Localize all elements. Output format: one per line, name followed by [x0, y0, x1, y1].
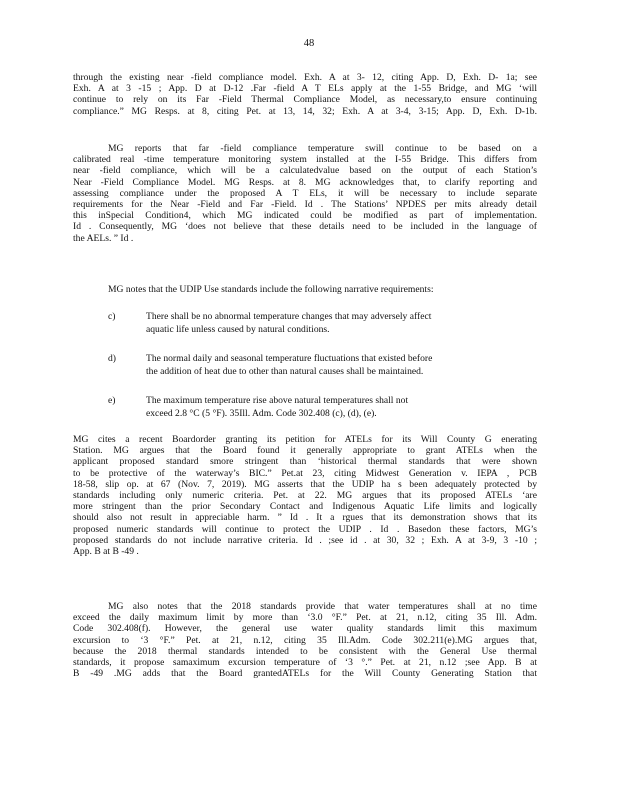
text-line: MG also notes that the 2018 standards provide that water temperatures shall at no time	[108, 601, 537, 612]
text-line: Near -Field Compliance Model. MG Resps. at 8. MG acknowledges that, to clarify reporting and	[73, 176, 537, 188]
text-line: proposed numeric standards will continue to protect the UDIP . Id . Basedon these factors, MG’s	[73, 523, 537, 535]
text-line: B -49 .MG adds that the Board grantedATELs for the Will County Generating Station that	[73, 668, 537, 680]
text-line: compliance.” MG Resps. at 8, citing Pet. at 13, 14, 32; Exh. A at 3-4, 3-15; App. D, Exh. D-1b.	[73, 105, 537, 117]
text-line: requirements for the Near -Field and Far -Field. Id . The Stations’ NPDES per mits already detail	[73, 199, 537, 211]
text-line: standards, it propose samaximum excursion temperature of ‘3 °.” Pet. at 21, n.12 ;see App. B at	[73, 657, 537, 669]
text-line: There shall be no abnormal temperature changes that may adversely affect	[146, 311, 432, 322]
paragraph-far-field-compliance	[73, 143, 537, 244]
item-text	[146, 394, 538, 421]
text-line: applicant proposed standard smore stringent than ‘historical thermal standards that were shown	[73, 456, 537, 468]
text-line: excursion to ‘3 °F.” Pet. at 21, n.12, citing 35 Ill.Adm. Code 302.211(e).MG argues that,	[73, 634, 537, 646]
text-line: Exh. A at 3 -15 ; App. D at D-12 .Far -field A T ELs apply at the 1-55 Bridge, and MG ‘will	[73, 83, 537, 95]
text-line: to be protective of the waterway’s BIC.” Pet.at 23, citing Midwest Generation v. IEPA , PCB	[73, 467, 537, 479]
paragraph-2018-standards	[73, 601, 537, 679]
text-line: Id . Consequently, MG ‘does not believe that these details need to be included in the language of	[73, 221, 537, 233]
text-line: standards including only numeric criteria. Pet. at 22. MG argues that its proposed ATELs ‘are	[73, 490, 537, 502]
item-text	[146, 352, 538, 379]
text-line: exceed the daily maximum limit by more than ‘3.0 °F.” Pet. at 21, n.12, citing 35 Ill. Adm.	[73, 612, 537, 624]
text-line: more stringent than the prior Secondary Contact and Indigenous Aquatic Life limits and logically	[73, 501, 537, 513]
text-line: The maximum temperature rise above natural temperatures shall not	[146, 395, 409, 406]
text-line: continue to rely on its Far -Field Thermal Compliance Model, as necessary,to ensure continuing	[73, 94, 537, 106]
text-line: assessing compliance under the proposed A T ELs, it will be necessary to include separate	[73, 187, 537, 199]
text-line: near -field compliance, which will be a calculatedvalue based on the output of each Station’s	[73, 165, 537, 177]
item-text	[146, 310, 538, 337]
text-line: through the existing near -field compliance model. Exh. A at 3- 12, citing App. D, Exh. D- 1a; see	[73, 72, 537, 83]
text-line: 18-58, slip op. at 67 (Nov. 7, 2019). MG asserts that the UDIP ha s been adequately protected by	[73, 478, 537, 490]
page-number: 48	[303, 38, 315, 49]
text-line: calibrated real -time temperature monitoring system installed at the I-55 Bridge. This differs from	[73, 154, 537, 166]
text-line: exceed 2.8 °C (5 °F). 35Ill. Adm. Code 302.408 (c), (d), (e).	[146, 408, 377, 420]
text-line: App. B at B -49 .	[73, 546, 139, 558]
text-line: this inSpecial Condition4, which MG indicated could be modified as part of implementation.	[73, 210, 537, 222]
text-line: The normal daily and seasonal temperature fluctuations that existed before	[146, 353, 433, 364]
text-line: the AELs. ” Id .	[73, 232, 134, 244]
paragraph-far-field-continuation	[73, 72, 537, 117]
text-line: because the 2018 thermal standards intended to be consistent with the General Use thermal	[73, 645, 537, 657]
narrative-intro: MG notes that the UDIP Use standards include the following narrative requirements:	[108, 284, 434, 295]
text-line: Code 302.408(f). However, the general use water quality standards limit this maximum	[73, 623, 537, 635]
item-label: d)	[108, 353, 116, 364]
text-line: proposed standards do not include narrative criteria. Id . ;see id . at 30, 32 ; Exh. A at 3-9, 3 -10 ;	[73, 534, 537, 546]
text-line: should also not result in appreciable harm. ” Id . It a rgues that its demonstration shows that its	[73, 512, 537, 524]
item-label: e)	[108, 395, 116, 406]
text-line: MG reports that far -field compliance temperature swill continue to be based on a	[108, 143, 537, 154]
item-label: c)	[108, 311, 116, 322]
paragraph-will-county-order	[73, 434, 537, 557]
text-line: Station. MG argues that the Board found it generally appropriate to grant ATELs when the	[73, 445, 537, 457]
text-line: aquatic life unless caused by natural conditions.	[146, 324, 330, 336]
text-line: MG cites a recent Boardorder granting its petition for ATELs for its Will County G enerating	[73, 434, 537, 445]
text-line: the addition of heat due to other than natural causes shall be maintained.	[146, 366, 424, 378]
